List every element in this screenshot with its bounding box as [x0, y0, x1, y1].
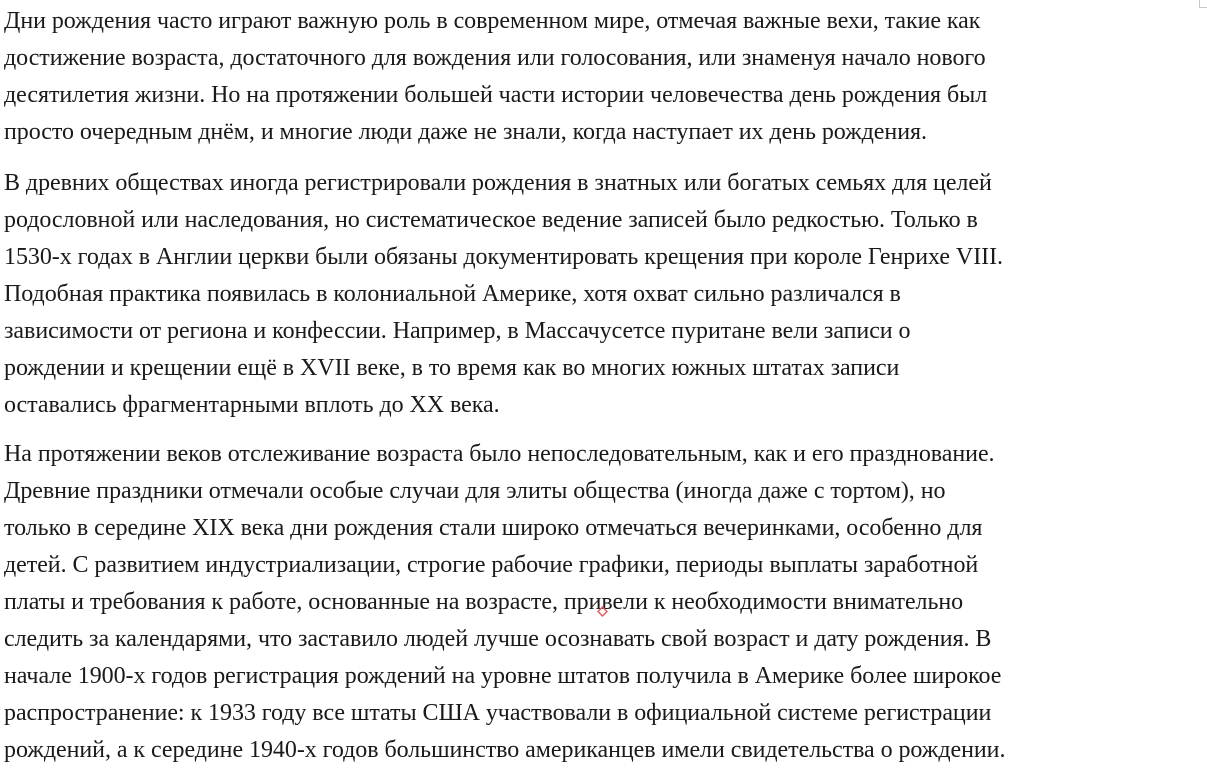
- text-line: Древние праздники отмечали особые случаи для элиты общества (иногда даже с тортом), но: [4, 478, 946, 504]
- text-line: детей. С развитием индустриализации, строгие рабочие графики, периоды выплаты заработной: [4, 552, 979, 578]
- paragraph-2[interactable]: [4, 165, 1204, 424]
- text-line: просто очередным днём, и многие люди даже не знали, когда наступает их день рождения.: [4, 119, 927, 145]
- text-line: только в середине XIX века дни рождения стали широко отмечаться вечеринками, особенно для: [4, 515, 983, 541]
- text-line: начале 1900-х годов регистрация рождений на уровне штатов получила в Америке более широкое: [4, 663, 1002, 689]
- text-line: Дни рождения часто играют важную роль в современном мире, отмечая важные вехи, такие как: [4, 8, 981, 34]
- text-line: рождений, а к середине 1940-х годов большинство американцев имели свидетельства о рождении.: [4, 737, 1006, 763]
- page-corner-marker: [1199, 0, 1207, 8]
- text-line: оставались фрагментарными вплоть до XX века.: [4, 392, 500, 418]
- text-line: следить за календарями, что заставило людей лучше осознавать свой возраст и дату рождения. В: [4, 626, 992, 652]
- text-line: десятилетия жизни. Но на протяжении большей части истории человечества день рождения был: [4, 82, 988, 108]
- text-line: Подобная практика появилась в колониальной Америке, хотя охват сильно различался в: [4, 281, 901, 307]
- text-line: платы и требования к работе, основанные на возрасте, привели к необходимости внимательно: [4, 589, 964, 615]
- text-line: рождении и крещении ещё в XVII веке, в то время как во многих южных штатах записи: [4, 355, 900, 381]
- paragraph-3[interactable]: [4, 436, 1204, 769]
- text-line: зависимости от региона и конфессии. Например, в Массачусетсе пуритане вели записи о: [4, 318, 911, 344]
- text-line: распространение: к 1933 году все штаты США участвовали в официальной системе регистрации: [4, 700, 992, 726]
- text-line: достижение возраста, достаточного для вождения или голосования, или знаменуя начало нового: [4, 45, 986, 71]
- text-line: 1530-х годах в Англии церкви были обязаны документировать крещения при короле Генрихе VIII.: [4, 244, 1003, 270]
- paragraph-1[interactable]: [4, 3, 1194, 151]
- cursor-marker-icon: [597, 606, 608, 617]
- text-line: родословной или наследования, но систематическое ведение записей было редкостью. Только в: [4, 207, 978, 233]
- text-line: В древних обществах иногда регистрировали рождения в знатных или богатых семьях для целей: [4, 170, 992, 196]
- text-line: На протяжении веков отслеживание возраста было непоследовательным, как и его празднование.: [4, 441, 995, 467]
